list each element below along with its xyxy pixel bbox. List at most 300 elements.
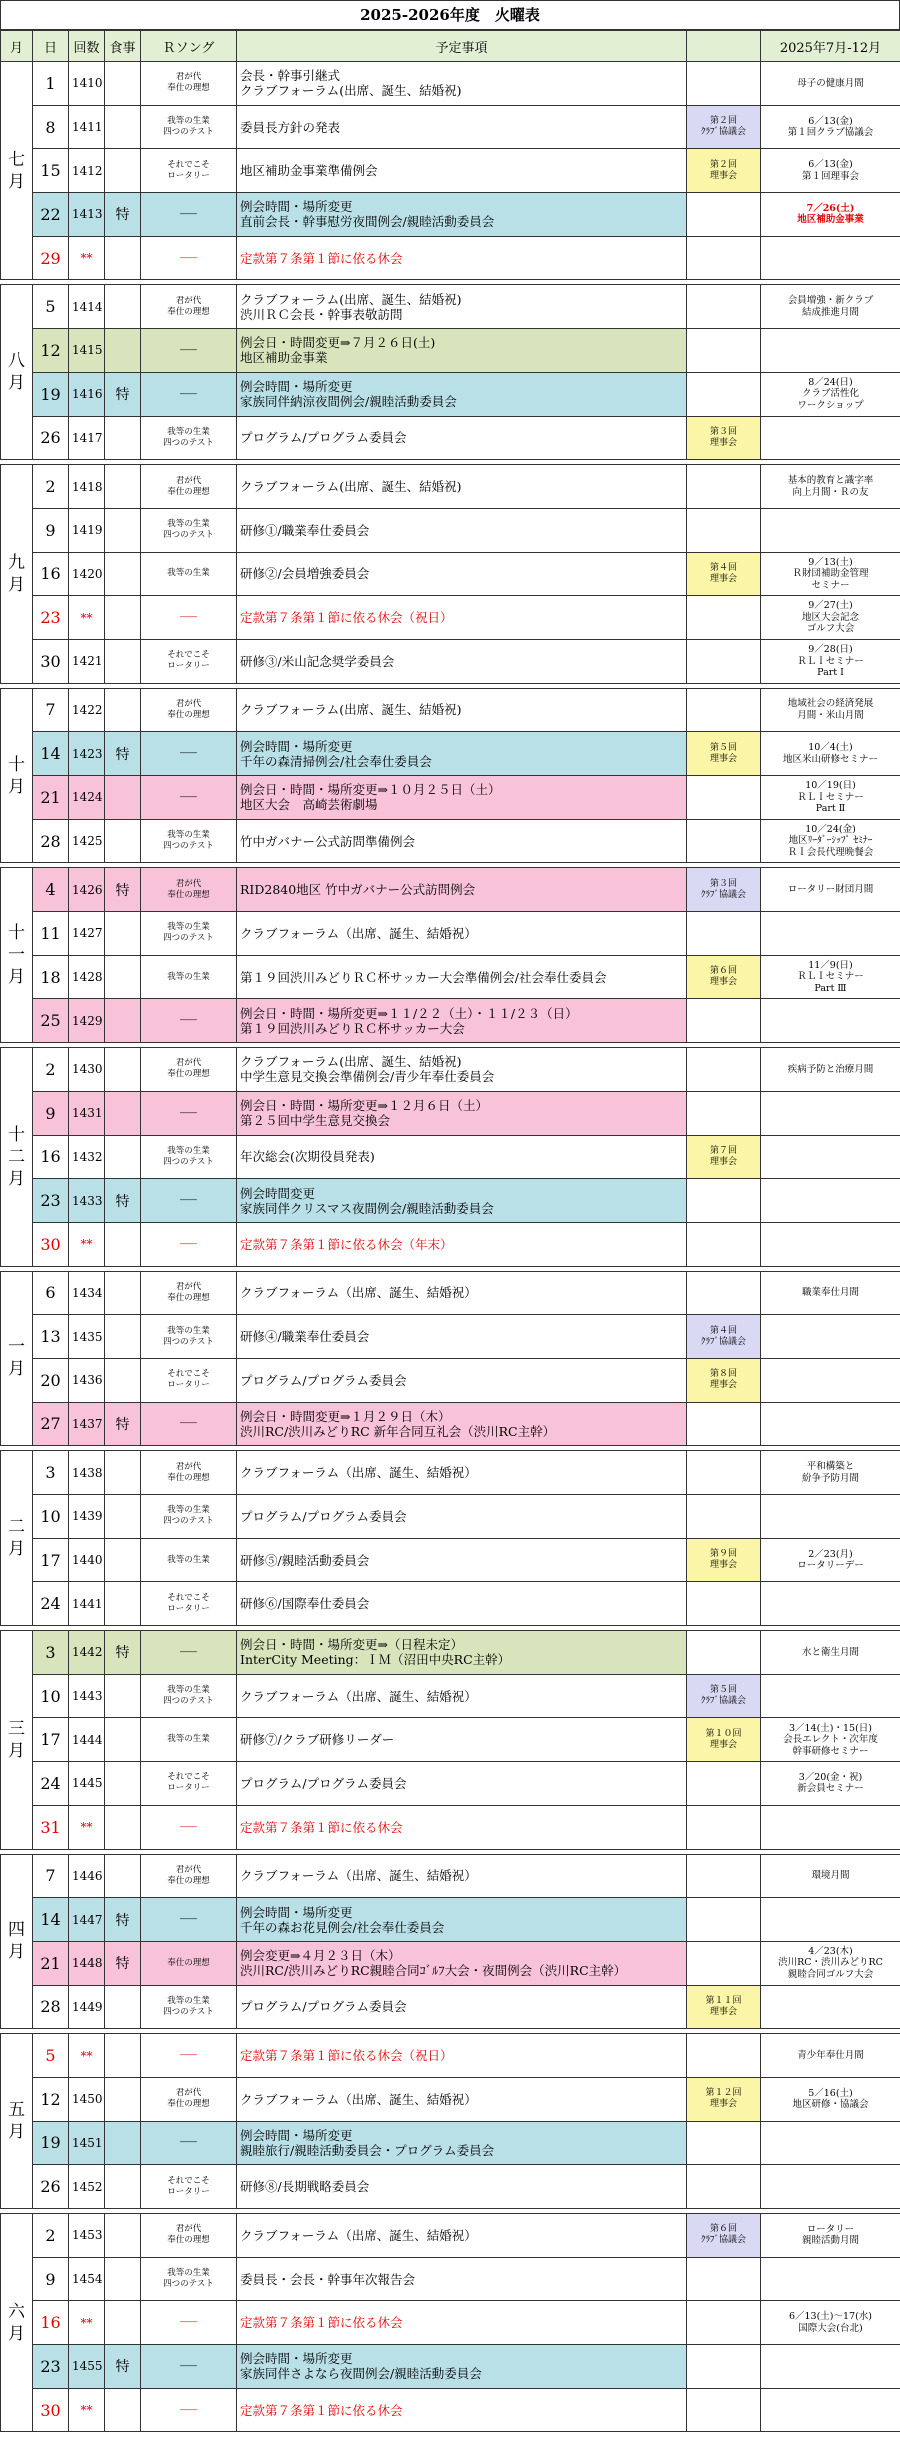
rotary-song: 君が代 奉仕の理想	[141, 465, 237, 509]
event-cell: クラブフォーラム（出席、誕生、結婚祝）	[237, 1854, 687, 1898]
day-cell: 10	[33, 1674, 69, 1718]
rotary-song: それでこそ ロータリー	[141, 2165, 237, 2209]
meeting-number: 1434	[69, 1271, 105, 1315]
meal-cell: 特	[105, 372, 141, 416]
event-cell: 例会日・時間変更⇒７月２６日(土) 地区補助金事業	[237, 329, 687, 373]
meal-cell	[105, 1495, 141, 1539]
rotary-song: それでこそ ロータリー	[141, 1358, 237, 1402]
month-label-text: 六月	[8, 2301, 25, 2344]
rotary-song: 我等の生業 四つのテスト	[141, 2257, 237, 2301]
district-note-cell: 6／13(金) 第１回クラブ協議会	[761, 105, 900, 149]
day-cell: 30	[33, 639, 69, 683]
meal-cell	[105, 1582, 141, 1626]
month-label-text: 五月	[8, 2100, 25, 2143]
district-note-cell	[761, 912, 900, 956]
day-cell: 20	[33, 1358, 69, 1402]
rotary-song: 我等の生業 四つのテスト	[141, 508, 237, 552]
event-cell: クラブフォーラム（出席、誕生、結婚祝）	[237, 2214, 687, 2258]
rotary-song: ――	[141, 2388, 237, 2432]
day-cell: 15	[33, 149, 69, 193]
board-meeting-cell: 第５回 理事会	[687, 732, 761, 776]
district-note-cell: 10／24(金) 地区ﾘｰﾀﾞｰｼｯﾌﾟ ｾﾐﾅｰ ＲＩ会長代理晩餐会	[761, 819, 900, 863]
district-note-cell: 会員増強・新クラブ 結成推進月間	[761, 285, 900, 329]
day-cell: 17	[33, 1538, 69, 1582]
meeting-number: 1412	[69, 149, 105, 193]
event-cell: 研修⑧/長期戦略委員会	[237, 2165, 687, 2209]
meal-cell: 特	[105, 1402, 141, 1446]
schedule-row	[1, 2388, 900, 2432]
rotary-song: 我等の生業	[141, 552, 237, 596]
rotary-song: 我等の生業 四つのテスト	[141, 1495, 237, 1539]
day-cell: 3	[33, 1631, 69, 1675]
meeting-number: 1455	[69, 2345, 105, 2389]
board-meeting-cell: 第６回 ｸﾗﾌﾞ協議会	[687, 2214, 761, 2258]
schedule-row	[1, 465, 900, 509]
month-label-text: 二月	[8, 1517, 25, 1560]
meeting-number: 1416	[69, 372, 105, 416]
meeting-number: 1425	[69, 819, 105, 863]
board-meeting-cell: 第４回 理事会	[687, 552, 761, 596]
meeting-number: 1431	[69, 1091, 105, 1135]
event-cell: 地区補助金事業準備例会	[237, 149, 687, 193]
district-note-cell	[761, 2165, 900, 2209]
event-cell: 例会日・時間・場所変更⇒（日程未定） InterCity Meeting：ＩＭ（沼田中央RC主幹）	[237, 1631, 687, 1675]
schedule-row	[1, 1718, 900, 1762]
rotary-song: 君が代 奉仕の理想	[141, 285, 237, 329]
event-cell: 例会時間・場所変更 家族同伴納涼夜間例会/親睦活動委員会	[237, 372, 687, 416]
district-note-cell: 平和構築と 紛争予防月間	[761, 1451, 900, 1495]
page-title: 2025-2026年度 火曜表	[0, 0, 900, 30]
district-note-cell: 青少年奉仕月間	[761, 2034, 900, 2078]
month-label	[1, 2034, 33, 2209]
district-note-cell: 6／13(土)～17(水) 国際大会(台北)	[761, 2301, 900, 2345]
meeting-number: 1415	[69, 329, 105, 373]
event-cell: 竹中ガバナー公式訪問準備例会	[237, 819, 687, 863]
meeting-number: 1432	[69, 1135, 105, 1179]
schedule-row	[1, 1582, 900, 1626]
event-cell: 定款第７条第１節に依る休会（祝日）	[237, 596, 687, 640]
month-label-text: 一月	[8, 1337, 25, 1380]
day-cell: 23	[33, 2345, 69, 2389]
day-cell: 21	[33, 1941, 69, 1985]
board-meeting-cell	[687, 2301, 761, 2345]
meal-cell	[105, 552, 141, 596]
event-cell: クラブフォーラム(出席、誕生、結婚祝)	[237, 465, 687, 509]
meeting-number: 1419	[69, 508, 105, 552]
header-day: 日	[33, 31, 69, 62]
board-meeting-cell	[687, 2165, 761, 2209]
district-note-cell: 9／28(日) ＲＬＩセミナー Part Ⅰ	[761, 639, 900, 683]
rotary-song: ――	[141, 999, 237, 1043]
meal-cell	[105, 688, 141, 732]
meal-cell: 特	[105, 193, 141, 237]
meeting-number: 1429	[69, 999, 105, 1043]
event-cell: 研修⑥/国際奉仕委員会	[237, 1582, 687, 1626]
board-meeting-cell	[687, 1091, 761, 1135]
month-label	[1, 1048, 33, 1266]
meeting-number: 1440	[69, 1538, 105, 1582]
event-cell: プログラム/プログラム委員会	[237, 1495, 687, 1539]
board-meeting-cell	[687, 999, 761, 1043]
event-cell: 例会時間変更 家族同伴クリスマス夜間例会/親睦活動委員会	[237, 1179, 687, 1223]
district-note-cell: 母子の健康月間	[761, 62, 900, 106]
day-cell: 16	[33, 2301, 69, 2345]
meeting-number: 1430	[69, 1048, 105, 1092]
meeting-number: 1438	[69, 1451, 105, 1495]
schedule-row	[1, 62, 900, 106]
board-meeting-cell	[687, 2034, 761, 2078]
day-cell: 30	[33, 2388, 69, 2432]
board-meeting-cell	[687, 1941, 761, 1985]
month-label-text: 四月	[8, 1920, 25, 1963]
rotary-song: 奉仕の理想	[141, 1941, 237, 1985]
schedule-row	[1, 1135, 900, 1179]
district-note-cell	[761, 416, 900, 460]
district-note-cell: 9／13(土) Ｒ財団補助金管理 セミナー	[761, 552, 900, 596]
day-cell: 16	[33, 1135, 69, 1179]
board-meeting-cell	[687, 912, 761, 956]
rotary-song: 我等の生業 四つのテスト	[141, 819, 237, 863]
meal-cell: 特	[105, 1179, 141, 1223]
meal-cell	[105, 2165, 141, 2209]
event-cell: 例会変更⇒４月２３日（木） 渋川RC/渋川みどりRC親睦合同ｺﾞﾙﾌ大会・夜間例会（渋川RC主幹）	[237, 1941, 687, 1985]
meeting-number: 1435	[69, 1315, 105, 1359]
board-meeting-cell	[687, 688, 761, 732]
rotary-song: 君が代 奉仕の理想	[141, 1271, 237, 1315]
meal-cell	[105, 105, 141, 149]
schedule-row	[1, 912, 900, 956]
district-note-cell	[761, 508, 900, 552]
rotary-song: ――	[141, 1631, 237, 1675]
board-meeting-cell: 第３回 理事会	[687, 416, 761, 460]
day-cell: 1	[33, 62, 69, 106]
district-note-cell	[761, 1495, 900, 1539]
day-cell: 18	[33, 955, 69, 999]
meal-cell	[105, 2388, 141, 2432]
district-note-cell: 3／14(土)・15(日) 会長エレクト・次年度 幹事研修セミナー	[761, 1718, 900, 1762]
district-note-cell: 10／19(日) ＲＬＩセミナー Part Ⅱ	[761, 776, 900, 820]
meeting-number: 1451	[69, 2121, 105, 2165]
meeting-number: 1418	[69, 465, 105, 509]
rotary-song: 我等の生業 四つのテスト	[141, 912, 237, 956]
day-cell: 26	[33, 2165, 69, 2209]
schedule-row	[1, 508, 900, 552]
event-cell: 研修④/職業奉仕委員会	[237, 1315, 687, 1359]
board-meeting-cell	[687, 596, 761, 640]
schedule-row	[1, 236, 900, 280]
rotary-song: ――	[141, 236, 237, 280]
meeting-number: 1433	[69, 1179, 105, 1223]
schedule-row	[1, 2077, 900, 2121]
event-cell: 第１９回渋川みどりＲＣ杯サッカー大会準備例会/社会奉仕委員会	[237, 955, 687, 999]
meal-cell	[105, 1674, 141, 1718]
day-cell: 9	[33, 508, 69, 552]
board-meeting-cell	[687, 1451, 761, 1495]
district-note-cell	[761, 2388, 900, 2432]
day-cell: 26	[33, 416, 69, 460]
event-cell: クラブフォーラム（出席、誕生、結婚祝）	[237, 912, 687, 956]
meeting-number: 1426	[69, 868, 105, 912]
rotary-song: それでこそ ロータリー	[141, 1762, 237, 1806]
meal-cell	[105, 2121, 141, 2165]
board-meeting-cell	[687, 639, 761, 683]
header-meeting	[687, 31, 761, 62]
meeting-number: 1422	[69, 688, 105, 732]
schedule-row	[1, 596, 900, 640]
rotary-song: ――	[141, 2121, 237, 2165]
rotary-song: ――	[141, 776, 237, 820]
meal-cell: 特	[105, 732, 141, 776]
month-label	[1, 1854, 33, 2029]
event-cell: 例会日・時間・場所変更⇒１１/２２（土）・１１/２３（日） 第１９回渋川みどりＲＣ杯サッカー大会	[237, 999, 687, 1043]
district-note-cell: 5／16(土) 地区研修・協議会	[761, 2077, 900, 2121]
district-note-cell	[761, 2121, 900, 2165]
month-label-text: 八月	[8, 351, 25, 394]
meal-cell	[105, 1315, 141, 1359]
district-note-cell: 7／26(土) 地区補助金事業	[761, 193, 900, 237]
rotary-song: ――	[141, 1091, 237, 1135]
meeting-number: 1424	[69, 776, 105, 820]
event-cell: 研修⑦/クラブ研修リーダー	[237, 1718, 687, 1762]
district-note-cell	[761, 1135, 900, 1179]
meal-cell	[105, 1762, 141, 1806]
event-cell: 研修②/会員増強委員会	[237, 552, 687, 596]
rotary-song: 我等の生業 四つのテスト	[141, 105, 237, 149]
district-note-cell: 基本的教育と識字率 向上月間・Ｒの友	[761, 465, 900, 509]
district-note-cell: ロータリー 親睦活動月間	[761, 2214, 900, 2258]
meeting-number: 1448	[69, 1941, 105, 1985]
meal-cell	[105, 2257, 141, 2301]
schedule-row	[1, 2301, 900, 2345]
meal-cell	[105, 1538, 141, 1582]
district-note-cell: 職業奉仕月間	[761, 1271, 900, 1315]
meeting-number: 1423	[69, 732, 105, 776]
meeting-number: 1437	[69, 1402, 105, 1446]
meal-cell	[105, 1048, 141, 1092]
schedule-row	[1, 1985, 900, 2029]
meeting-number: **	[69, 596, 105, 640]
month-label	[1, 868, 33, 1043]
day-cell: 25	[33, 999, 69, 1043]
schedule-row	[1, 1091, 900, 1135]
board-meeting-cell	[687, 465, 761, 509]
schedule-row	[1, 2214, 900, 2258]
schedule-row	[1, 1495, 900, 1539]
meeting-number: 1417	[69, 416, 105, 460]
rotary-song: ――	[141, 1222, 237, 1266]
event-cell: 委員長方針の発表	[237, 105, 687, 149]
schedule-row	[1, 1898, 900, 1942]
meal-cell	[105, 416, 141, 460]
schedule-row	[1, 1941, 900, 1985]
month-label-text: 七月	[8, 149, 25, 192]
event-cell: クラブフォーラム（出席、誕生、結婚祝）	[237, 2077, 687, 2121]
schedule-row	[1, 2034, 900, 2078]
schedule-row	[1, 193, 900, 237]
rotary-song: 我等の生業 四つのテスト	[141, 1985, 237, 2029]
rotary-song: ――	[141, 1898, 237, 1942]
meal-cell	[105, 1271, 141, 1315]
month-label	[1, 62, 33, 280]
day-cell: 24	[33, 1762, 69, 1806]
district-note-cell	[761, 236, 900, 280]
meeting-number: 1414	[69, 285, 105, 329]
event-cell: 研修⑤/親睦活動委員会	[237, 1538, 687, 1582]
rotary-song: 君が代 奉仕の理想	[141, 1451, 237, 1495]
meal-cell: 特	[105, 1631, 141, 1675]
district-note-cell: 2／23(月) ロータリーデー	[761, 1538, 900, 1582]
board-meeting-cell	[687, 1854, 761, 1898]
month-label	[1, 688, 33, 863]
schedule-row	[1, 285, 900, 329]
board-meeting-cell	[687, 1402, 761, 1446]
rotary-song: 我等の生業 四つのテスト	[141, 1315, 237, 1359]
event-cell: 例会時間・場所変更 親睦旅行/親睦活動委員会・プログラム委員会	[237, 2121, 687, 2165]
meal-cell	[105, 1222, 141, 1266]
header-meal: 食事	[105, 31, 141, 62]
schedule-row	[1, 2257, 900, 2301]
meeting-number: 1441	[69, 1582, 105, 1626]
schedule-row	[1, 1315, 900, 1359]
board-meeting-cell	[687, 285, 761, 329]
district-note-cell	[761, 1582, 900, 1626]
day-cell: 2	[33, 2214, 69, 2258]
day-cell: 8	[33, 105, 69, 149]
meal-cell	[105, 2301, 141, 2345]
meeting-number: **	[69, 2388, 105, 2432]
event-cell: 例会時間・場所変更 千年の森お花見例会/社会奉仕委員会	[237, 1898, 687, 1942]
board-meeting-cell	[687, 1805, 761, 1849]
meeting-number: 1446	[69, 1854, 105, 1898]
meeting-number: 1411	[69, 105, 105, 149]
event-cell: 委員長・会長・幹事年次報告会	[237, 2257, 687, 2301]
schedule-row	[1, 1854, 900, 1898]
day-cell: 14	[33, 732, 69, 776]
rotary-song: 我等の生業 四つのテスト	[141, 1135, 237, 1179]
event-cell: 研修③/米山記念奨学委員会	[237, 639, 687, 683]
day-cell: 5	[33, 2034, 69, 2078]
schedule-row	[1, 1222, 900, 1266]
day-cell: 17	[33, 1718, 69, 1762]
meal-cell	[105, 999, 141, 1043]
schedule-row	[1, 1179, 900, 1223]
board-meeting-cell	[687, 508, 761, 552]
board-meeting-cell: 第８回 理事会	[687, 1358, 761, 1402]
meal-cell	[105, 596, 141, 640]
rotary-song: ――	[141, 596, 237, 640]
district-note-cell: 環境月間	[761, 1854, 900, 1898]
schedule-row	[1, 149, 900, 193]
event-cell: プログラム/プログラム委員会	[237, 416, 687, 460]
day-cell: 6	[33, 1271, 69, 1315]
schedule-row	[1, 105, 900, 149]
district-note-cell: 11／9(日) ＲＬＩセミナー Part Ⅲ	[761, 955, 900, 999]
board-meeting-cell	[687, 193, 761, 237]
meal-cell	[105, 912, 141, 956]
meeting-number: 1420	[69, 552, 105, 596]
month-label	[1, 2214, 33, 2432]
schedule-row	[1, 1674, 900, 1718]
district-note-cell: 地域社会の経済発展 月間・米山月間	[761, 688, 900, 732]
event-cell: 例会時間・場所変更 千年の森清掃例会/社会奉仕委員会	[237, 732, 687, 776]
rotary-song: 君が代 奉仕の理想	[141, 1048, 237, 1092]
event-cell: クラブフォーラム（出席、誕生、結婚祝）	[237, 1674, 687, 1718]
schedule-row	[1, 372, 900, 416]
district-note-cell: 疾病予防と治療月間	[761, 1048, 900, 1092]
board-meeting-cell: 第１１回 理事会	[687, 1985, 761, 2029]
meal-cell	[105, 62, 141, 106]
district-note-cell: 9／27(土) 地区大会記念 ゴルフ大会	[761, 596, 900, 640]
meeting-number: **	[69, 1805, 105, 1849]
board-meeting-cell	[687, 1582, 761, 1626]
meal-cell	[105, 149, 141, 193]
rotary-song: ――	[141, 193, 237, 237]
day-cell: 30	[33, 1222, 69, 1266]
event-cell: 例会時間・場所変更 家族同伴さよなら夜間例会/親睦活動委員会	[237, 2345, 687, 2389]
event-cell: クラブフォーラム(出席、誕生、結婚祝) 中学生意見交換会準備例会/青少年奉仕委員会	[237, 1048, 687, 1092]
month-label-text: 十二月	[8, 1124, 25, 1189]
header-song: Ｒソング	[141, 31, 237, 62]
schedule-row	[1, 2165, 900, 2209]
header-right: 2025年7月-12月	[761, 31, 900, 62]
meal-cell	[105, 1805, 141, 1849]
schedule-row	[1, 999, 900, 1043]
day-cell: 14	[33, 1898, 69, 1942]
event-cell: 例会日・時間・場所変更⇒１０月２５日（土） 地区大会 高崎芸術劇場	[237, 776, 687, 820]
schedule-row	[1, 2121, 900, 2165]
day-cell: 31	[33, 1805, 69, 1849]
meeting-number: **	[69, 1222, 105, 1266]
schedule-row	[1, 1762, 900, 1806]
meeting-number: 1428	[69, 955, 105, 999]
board-meeting-cell: 第３回 ｸﾗﾌﾞ協議会	[687, 868, 761, 912]
day-cell: 3	[33, 1451, 69, 1495]
schedule-row	[1, 1402, 900, 1446]
day-cell: 9	[33, 2257, 69, 2301]
schedule-row	[1, 1271, 900, 1315]
district-note-cell	[761, 1179, 900, 1223]
event-cell: クラブフォーラム(出席、誕生、結婚祝) 渋川ＲＣ会長・幹事表敬訪問	[237, 285, 687, 329]
month-label-text: 十月	[8, 754, 25, 797]
meal-cell	[105, 1718, 141, 1762]
board-meeting-cell	[687, 819, 761, 863]
meeting-number: 1445	[69, 1762, 105, 1806]
meal-cell	[105, 329, 141, 373]
day-cell: 16	[33, 552, 69, 596]
event-cell: クラブフォーラム（出席、誕生、結婚祝）	[237, 1271, 687, 1315]
schedule-row	[1, 1805, 900, 1849]
day-cell: 12	[33, 2077, 69, 2121]
schedule-row	[1, 732, 900, 776]
header-row	[1, 31, 900, 62]
schedule-row	[1, 868, 900, 912]
district-note-cell	[761, 1805, 900, 1849]
month-label-text: 三月	[8, 1718, 25, 1761]
rotary-song: 我等の生業	[141, 1538, 237, 1582]
board-meeting-cell: 第１０回 理事会	[687, 1718, 761, 1762]
month-label-text: 九月	[8, 552, 25, 595]
day-cell: 7	[33, 688, 69, 732]
board-meeting-cell	[687, 1762, 761, 1806]
event-cell: 研修①/職業奉仕委員会	[237, 508, 687, 552]
district-note-cell	[761, 2345, 900, 2389]
event-cell: プログラム/プログラム委員会	[237, 1985, 687, 2029]
board-meeting-cell	[687, 1222, 761, 1266]
meal-cell: 特	[105, 2345, 141, 2389]
board-meeting-cell	[687, 2388, 761, 2432]
district-note-cell	[761, 1222, 900, 1266]
day-cell: 28	[33, 1985, 69, 2029]
